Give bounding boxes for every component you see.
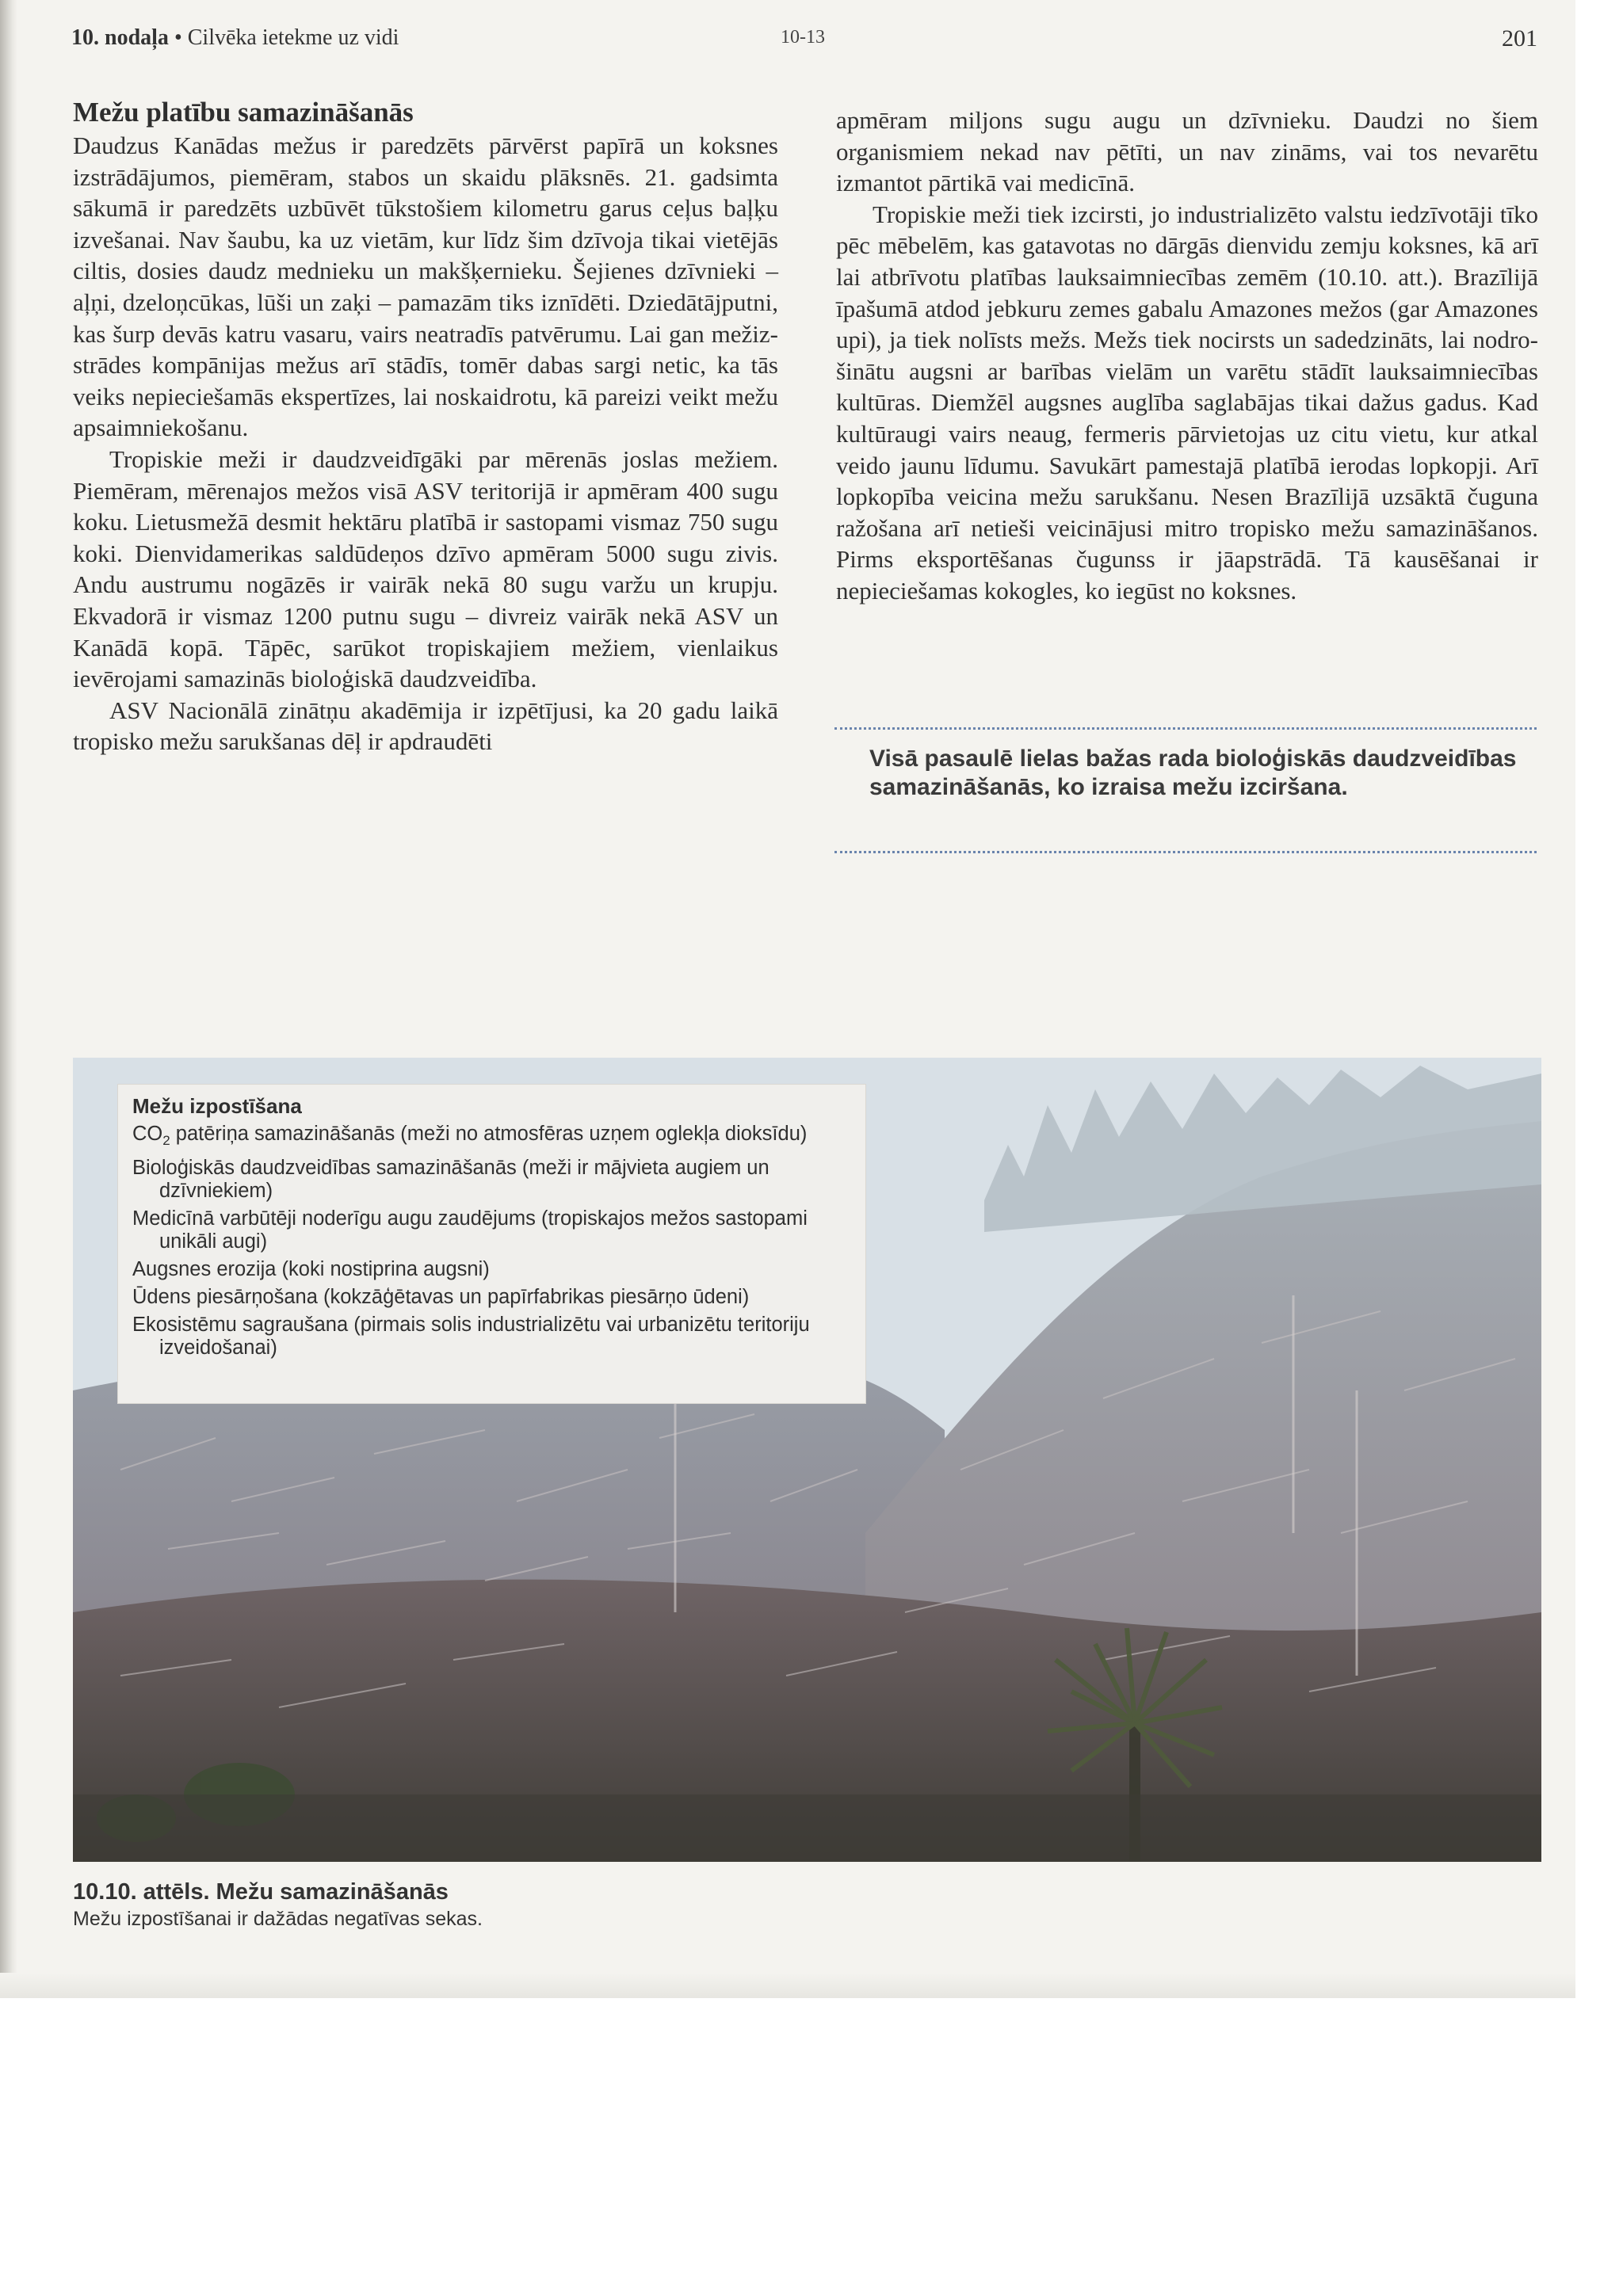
legend-item: Ekosistēmu sagraušana (pirmais solis industrializētu vai urbanizētu teritoriju izveidošanai) [132,1314,810,1360]
header-chapter [71,25,399,51]
page-binding-shadow [0,0,17,1998]
page-number: 201 [1502,25,1537,51]
callout-top-rule [834,727,1537,730]
header-bullet: • [174,25,182,50]
right-column [836,105,1538,607]
paragraph-4: apmēram miljons sugu augu un dzīvnieku. Daudzi no šiem organismiem nekad nav pētīti, un nav zināms, vai tos nevarētu izmantot pārtikā vai medicīnā. [836,106,1538,197]
caption-text: Mežu izpostīšanai ir dažādas negatīvas sekas. [73,1908,483,1930]
chapter-title: Cilvēka ietekme uz vidi [187,25,399,50]
page-bottom-edge [0,1973,1575,1998]
paragraph-3: ASV Nacionālā zinātņu akadēmija ir izpētījusi, ka 20 gadu laikā tropisko mežu sarukšanas dēļ ir apdraudēti [73,696,778,756]
key-point-callout [834,727,1537,856]
left-column [73,95,778,757]
legend-item: Medicīnā varbūtēji noderīgu augu zaudējums (tropiskajos mežos sastopami unikāli augi) [132,1207,808,1253]
paragraph-2: Tropiskie meži ir daudzveidīgāki par mērenās joslas mežiem. Piemēram, mērenajos mežos visā ASV teritorijā ir apmēram 400 sugu koku. Lietusmežā desmit hektāru platībā ir sastopami vismaz 750 sugu koki. Dienvidamerikas saldūdeņos dzīvo apmēram 5000 sugu zivis. Andu austrumu nogāzēs ir vairāk nekā 80 sugu varžu un krupju. Ekvadorā ir vismaz 1200 putnu sugu – divreiz vairāk nekā ASV un Kanādā kopā. Tāpēc, sarūkot tropiskajiem mežiem, vienlaikus ievērojami samazinās bioloģiskā daudzveidība. [73,444,778,693]
paragraph-5: Tropiskie meži tiek izcirsti, jo industrializēto valstu iedzīvotāji tīko pēc mēbelēm, kas gatavotas no dārgās dienvidu zemju koksnes, kā arī lai atbrīvotu platības lauksaimniecības zemēm (10.10. att.). Brazīlijā īpašumā atdod jebkuru zemes gabalu Amazones mežos (gar Amazones upi), ja tiek nolīsts mežs. Mežs tiek nocirsts un sadedzināts, lai nodrošinātu augsni ar barības vielām un varētu stādīt lauksaimniecības kultūras. Diemžēl augsnes auglība saglabājas tikai dažus gadus. Kad kultūraugi vairs neaug, fermeris pārvietojas uz citu vietu, kur atkal veido jaunu līdumu. Savukārt pamestajā platībā ierodas lopkopji. Arī lopkopība veicina mežu sarukšanu. Nesen Brazīlijā uzsāktā čuguna ražošana arī netieši veicinājusi mitro tropisko mežu samazināšanos. Pirms eksportēšanas čugunss ir jāapstrādā. Tā kausēšanai ir nepieciešamas kokogles, ko iegūst no koksnes. [836,200,1538,605]
running-header [71,25,1537,60]
figure-caption [73,1878,1182,1932]
legend-item: $CO_2$ patēriņa samazināšanās (meži no atmosfēras uzņem oglekļa dioksīdu) [132,1123,808,1149]
legend-title: Mežu izpostīšana [132,1094,302,1118]
legend-list [132,1123,854,1364]
legend-item: Ūdens piesārņošana (kokzāģētavas un papīrfabrikas piesārņo ūdeni) [132,1286,750,1309]
legend-item: Augsnes erozija (koki nostiprina augsni) [132,1258,490,1281]
legend-item: Bioloģiskās daudzveidības samazināšanās (meži ir mājvieta augiem un dzīvniekiem) [132,1157,769,1203]
header-code: 10-13 [781,27,825,48]
section-title: Mežu platību samazināšanās [73,97,414,128]
callout-bottom-rule [834,851,1537,853]
chapter-number: 10. nodaļa [71,25,169,50]
callout-text: Visā pasaulē lielas bažas rada bioloģiskās daudzveidības samazināšanās, ko izraisa mežu izciršana. [869,746,1517,800]
paragraph-1: Daudzus Kanādas mežus ir paredzēts pārvērst papīrā un koksnes izstrādājumos, piemēram, stabos un skaidu plāksnēs. 21. gadsimta sākumā ir paredzēts uzbūvēt tūkstošiem kilometru garus ceļus baļķu izvešanai. Nav šaubu, ka uz vietām, kur līdz šim dzīvoja tikai vietējās ciltis, dosies daudz mednieku un makšķernieku. Šejienes dzīvnieki – aļņi, dzeloņcūkas, lūši un zaķi – pamazām tiks iznīdēti. Dziedātājputni, kas šurp devās katru vasaru, vairs neatradīs patvērumu. Lai gan mežizstrādes kompānijas mežus arī stādīs, tomēr dabas sargi netic, ka tās veiks nepieciešamās ekspertīzes, lai noskaidrotu, kā pareizi veikt mežu apsaimniekošanu. [73,132,778,442]
caption-title: 10.10. attēls. Mežu samazināšanās [73,1879,449,1905]
figure-legend [117,1084,866,1404]
